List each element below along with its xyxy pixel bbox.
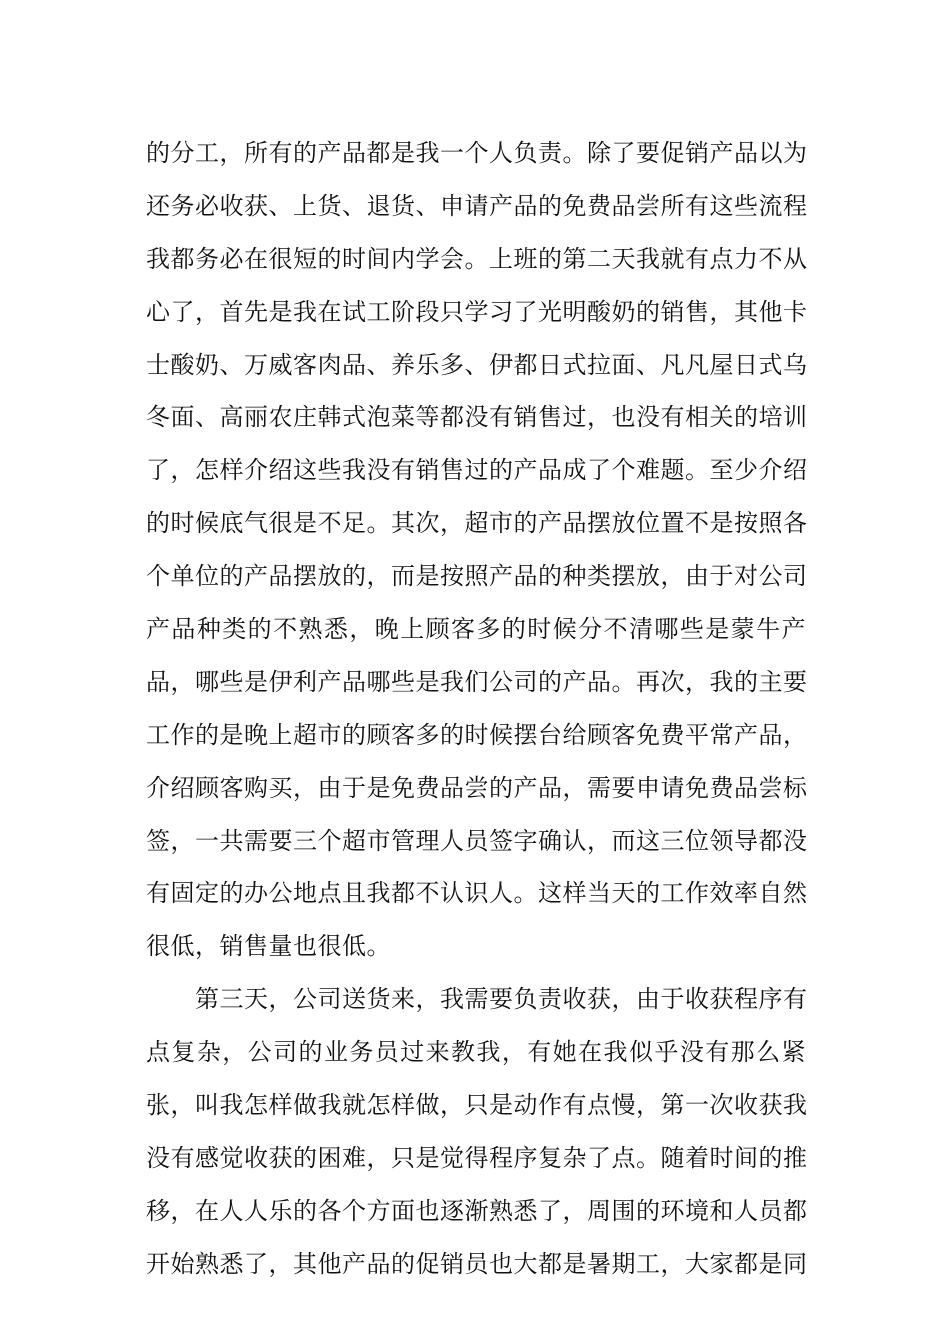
text-line: 品，哪些是伊利产品哪些是我们公司的产品。再次，我的主要 <box>146 667 808 696</box>
text-line: 开始熟悉了，其他产品的促销员也大都是暑期工，大家都是同 <box>146 1249 808 1278</box>
text-line: 的分工，所有的产品都是我一个人负责。除了要促销产品以为 <box>146 139 808 167</box>
paragraph-2 <box>146 976 806 1293</box>
text-line: 移，在人人乐的各个方面也逐渐熟悉了，周围的环境和人员都 <box>146 1196 808 1225</box>
text-line: 点复杂，公司的业务员过来教我，有她在我似乎没有那么紧 <box>146 1038 806 1067</box>
text-line: 了，怎样介绍这些我没有销售过的产品成了个难题。至少介绍 <box>146 456 808 485</box>
text-line: 产品种类的不熟悉，晚上顾客多的时候分不清哪些是蒙牛产 <box>146 615 806 644</box>
text-line: 没有感觉收获的困难，只是觉得程序复杂了点。随着时间的推 <box>146 1143 808 1172</box>
text-line: 士酸奶、万威客肉品、养乐多、伊都日式拉面、凡凡屋日式乌 <box>146 350 808 379</box>
text-line: 很低，销售量也很低。 <box>146 932 391 961</box>
text-line: 介绍顾客购买，由于是免费品尝的产品，需要申请免费品尝标 <box>146 773 808 802</box>
text-line: 个单位的产品摆放的，而是按照产品的种类摆放，由于对公司 <box>146 562 808 591</box>
paragraph-1 <box>146 130 806 976</box>
text-line: 张，叫我怎样做我就怎样做，只是动作有点慢，第一次收获我 <box>146 1091 808 1120</box>
text-line: 心了，首先是我在试工阶段只学习了光明酸奶的销售，其他卡 <box>146 297 808 326</box>
text-line: 工作的是晚上超市的顾客多的时候摆台给顾客免费平常产品， <box>146 720 808 749</box>
body-text <box>146 130 806 1294</box>
text-line: 冬面、高丽农庄韩式泡菜等都没有销售过，也没有相关的培训 <box>146 403 808 432</box>
text-line: 第三天，公司送货来，我需要负责收获，由于收获程序有 <box>195 985 808 1014</box>
text-line: 有固定的办公地点且我都不认识人。这样当天的工作效率自然 <box>146 879 808 908</box>
text-line: 我都务必在很短的时间内学会。上班的第二天我就有点力不从 <box>146 244 808 273</box>
text-line: 的时候底气很是不足。其次，超市的产品摆放位置不是按照各 <box>146 509 808 538</box>
text-line: 签，一共需要三个超市管理人员签字确认，而这三位领导都没 <box>146 826 808 855</box>
text-line: 还务必收获、上货、退货、申请产品的免费品尝所有这些流程 <box>146 191 808 220</box>
